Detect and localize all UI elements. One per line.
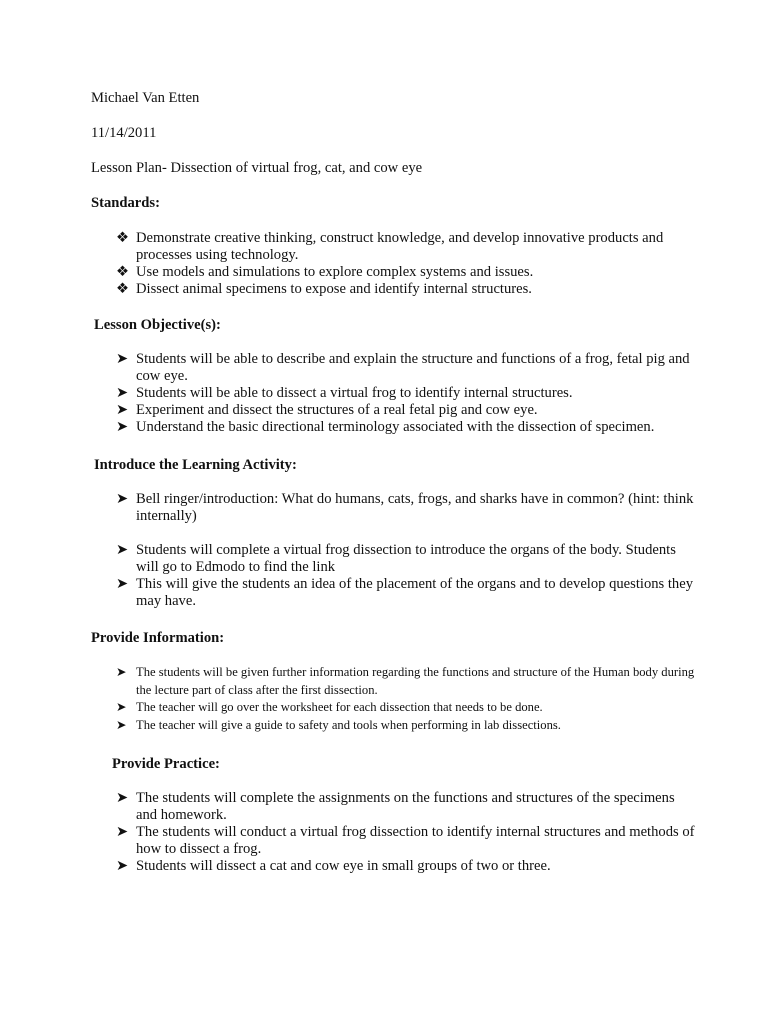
list-item <box>116 699 696 717</box>
document-title: Lesson Plan- Dissection of virtual frog, cat, and cow eye <box>91 160 423 176</box>
provide-practice-list <box>116 790 696 875</box>
arrow-bullet-icon: ➤ <box>116 491 129 507</box>
arrow-bullet-icon: ➤ <box>116 858 129 874</box>
provide-practice-heading: Provide Practice: <box>112 756 220 772</box>
list-item <box>116 576 696 610</box>
list-item <box>116 419 696 436</box>
list-item-text: Bell ringer/introduction: What do humans, cats, frogs, and sharks have in common? (hint: think internally) <box>136 491 694 524</box>
list-item <box>116 664 696 699</box>
list-item <box>116 385 696 402</box>
provide-information-list <box>116 664 696 734</box>
list-item-text: Students will dissect a cat and cow eye in small groups of two or three. <box>136 858 551 874</box>
arrow-bullet-icon: ➤ <box>116 665 127 679</box>
list-item-text: The students will conduct a virtual frog dissection to identify internal structures and methods of how to dissect a frog. <box>136 824 695 857</box>
list-item <box>116 351 696 385</box>
list-item-text: Use models and simulations to explore complex systems and issues. <box>136 264 534 280</box>
list-item <box>116 264 696 281</box>
list-item-text: Students will be able to describe and explain the structure and functions of a frog, fetal pig and cow eye. <box>136 351 690 384</box>
list-item-text: Demonstrate creative thinking, construct knowledge, and develop innovative products and processes using technology. <box>136 230 664 263</box>
list-item-text: Experiment and dissect the structures of a real fetal pig and cow eye. <box>136 402 538 418</box>
arrow-bullet-icon: ➤ <box>116 824 129 840</box>
author-line: Michael Van Etten <box>91 90 200 106</box>
standards-heading: Standards: <box>91 195 160 211</box>
diamond-bullet-icon: ❖ <box>116 281 130 297</box>
arrow-bullet-icon: ➤ <box>116 717 127 732</box>
list-item <box>116 281 696 298</box>
list-item-text: The teacher will give a guide to safety and tools when performing in lab dissections. <box>136 717 561 732</box>
diamond-bullet-icon: ❖ <box>116 264 130 280</box>
list-item-text: This will give the students an idea of the placement of the organs and to develop questions they may have. <box>136 576 693 609</box>
list-item-text: The students will complete the assignments on the functions and structures of the specimens and homework. <box>136 790 675 823</box>
list-item-text: Students will complete a virtual frog dissection to introduce the organs of the body. Students will go to Edmodo to find the link <box>136 542 676 575</box>
learning-activity-heading: Introduce the Learning Activity: <box>94 457 297 473</box>
list-item <box>116 717 696 735</box>
list-item-text: Understand the basic directional terminology associated with the dissection of specimen. <box>136 419 655 435</box>
list-item <box>116 790 696 824</box>
list-item <box>116 858 696 875</box>
learning-activity-list <box>116 491 696 610</box>
arrow-bullet-icon: ➤ <box>116 402 129 418</box>
arrow-bullet-icon: ➤ <box>116 576 129 592</box>
objectives-list <box>116 351 696 436</box>
arrow-bullet-icon: ➤ <box>116 419 129 435</box>
list-item <box>116 491 696 525</box>
list-item <box>116 402 696 419</box>
list-item-text: Students will be able to dissect a virtual frog to identify internal structures. <box>136 385 573 401</box>
list-item <box>116 542 696 576</box>
provide-information-heading: Provide Information: <box>91 630 225 646</box>
standards-list <box>116 230 696 298</box>
list-item <box>116 824 696 858</box>
list-item-text: The teacher will go over the worksheet for each dissection that needs to be done. <box>136 700 543 714</box>
arrow-bullet-icon: ➤ <box>116 351 129 367</box>
arrow-bullet-icon: ➤ <box>116 385 129 401</box>
date-line: 11/14/2011 <box>91 125 157 141</box>
arrow-bullet-icon: ➤ <box>116 542 129 558</box>
list-item <box>116 230 696 264</box>
objectives-heading: Lesson Objective(s): <box>94 317 221 333</box>
diamond-bullet-icon: ❖ <box>116 230 130 246</box>
list-item-text: Dissect animal specimens to expose and identify internal structures. <box>136 281 532 297</box>
list-item-text: The students will be given further information regarding the functions and structure of the Human body during the lecture part of class after the first dissection. <box>136 665 695 697</box>
arrow-bullet-icon: ➤ <box>116 790 129 806</box>
arrow-bullet-icon: ➤ <box>116 700 127 714</box>
